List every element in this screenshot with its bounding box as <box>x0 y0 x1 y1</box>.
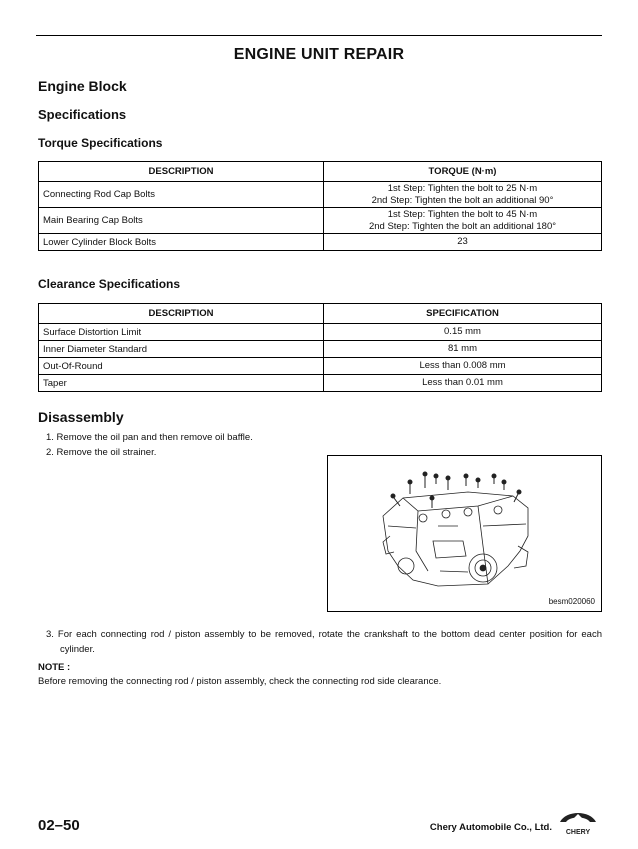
clearance-value-cell: 81 mm <box>324 341 602 358</box>
clearance-description-cell: Inner Diameter Standard <box>39 341 324 358</box>
torque-step-2: 2nd Step: Tighten the bolt an additional 180° <box>368 220 557 232</box>
list-item: 1. Remove the oil pan and then remove oil baffle. <box>46 432 253 443</box>
note-label: NOTE : <box>38 662 71 673</box>
specifications-heading: Specifications <box>38 107 127 122</box>
torque-description-cell: Connecting Rod Cap Bolts <box>39 182 324 208</box>
clearance-description-cell: Taper <box>39 375 324 392</box>
torque-step-1: 1st Step: Tighten the bolt to 45 N·m <box>387 208 538 220</box>
page-number <box>38 817 80 834</box>
table-row <box>39 341 602 358</box>
clearance-value-cell: 0.15 mm <box>324 324 602 341</box>
column-header-description: DESCRIPTION <box>39 162 324 182</box>
chery-logo-icon <box>556 808 600 838</box>
page-title: ENGINE UNIT REPAIR <box>233 46 405 63</box>
header-rule <box>36 35 602 36</box>
disassembly-heading: Disassembly <box>38 409 124 425</box>
company-name: Chery Automobile Co., Ltd. <box>429 822 552 833</box>
column-header-description: DESCRIPTION <box>39 304 324 324</box>
logo-text: CHERY <box>565 829 591 836</box>
table-row <box>39 375 602 392</box>
column-header-torque: TORQUE (N·m) <box>324 162 602 182</box>
note-text: Before removing the connecting rod / piston assembly, check the connecting rod side clearance. <box>38 676 442 687</box>
clearance-specifications-heading: Clearance Specifications <box>38 277 181 291</box>
table-header-row <box>39 304 602 324</box>
torque-value-cell: 23 <box>324 234 602 251</box>
table-row <box>39 208 602 234</box>
torque-step-1: 1st Step: Tighten the bolt to 25 N·m <box>387 182 538 194</box>
table-row <box>39 358 602 375</box>
torque-description-cell: Main Bearing Cap Bolts <box>39 208 324 234</box>
torque-specifications-heading: Torque Specifications <box>38 136 163 150</box>
torque-description-cell: Lower Cylinder Block Bolts <box>39 234 324 251</box>
table-row <box>39 324 602 341</box>
clearance-table <box>38 303 602 392</box>
page-prefix: 02– <box>38 817 64 834</box>
torque-value-cell <box>324 182 602 208</box>
table-header-row <box>39 162 602 182</box>
column-header-specification: SPECIFICATION <box>324 304 602 324</box>
torque-value-cell <box>324 208 602 234</box>
clearance-value-cell: Less than 0.01 mm <box>324 375 602 392</box>
list-item: 3. For each connecting rod / piston assembly to be removed, rotate the crankshaft to the bottom dead center position for each cylinder. <box>46 629 602 655</box>
torque-table <box>38 161 602 251</box>
list-item: 2. Remove the oil strainer. <box>46 447 157 458</box>
engine-block-illustration <box>328 456 601 611</box>
page-number-value: 50 <box>63 817 80 834</box>
clearance-description-cell: Out-Of-Round <box>39 358 324 375</box>
clearance-value-cell: Less than 0.008 mm <box>324 358 602 375</box>
step-list <box>46 430 253 460</box>
section-title: Engine Block <box>38 78 127 94</box>
clearance-description-cell: Surface Distortion Limit <box>39 324 324 341</box>
torque-step-2: 2nd Step: Tighten the bolt an additional 90° <box>371 194 554 206</box>
figure-caption: besm020060 <box>548 597 595 606</box>
engine-block-figure <box>327 455 602 612</box>
table-row <box>39 182 602 208</box>
table-row <box>39 234 602 251</box>
